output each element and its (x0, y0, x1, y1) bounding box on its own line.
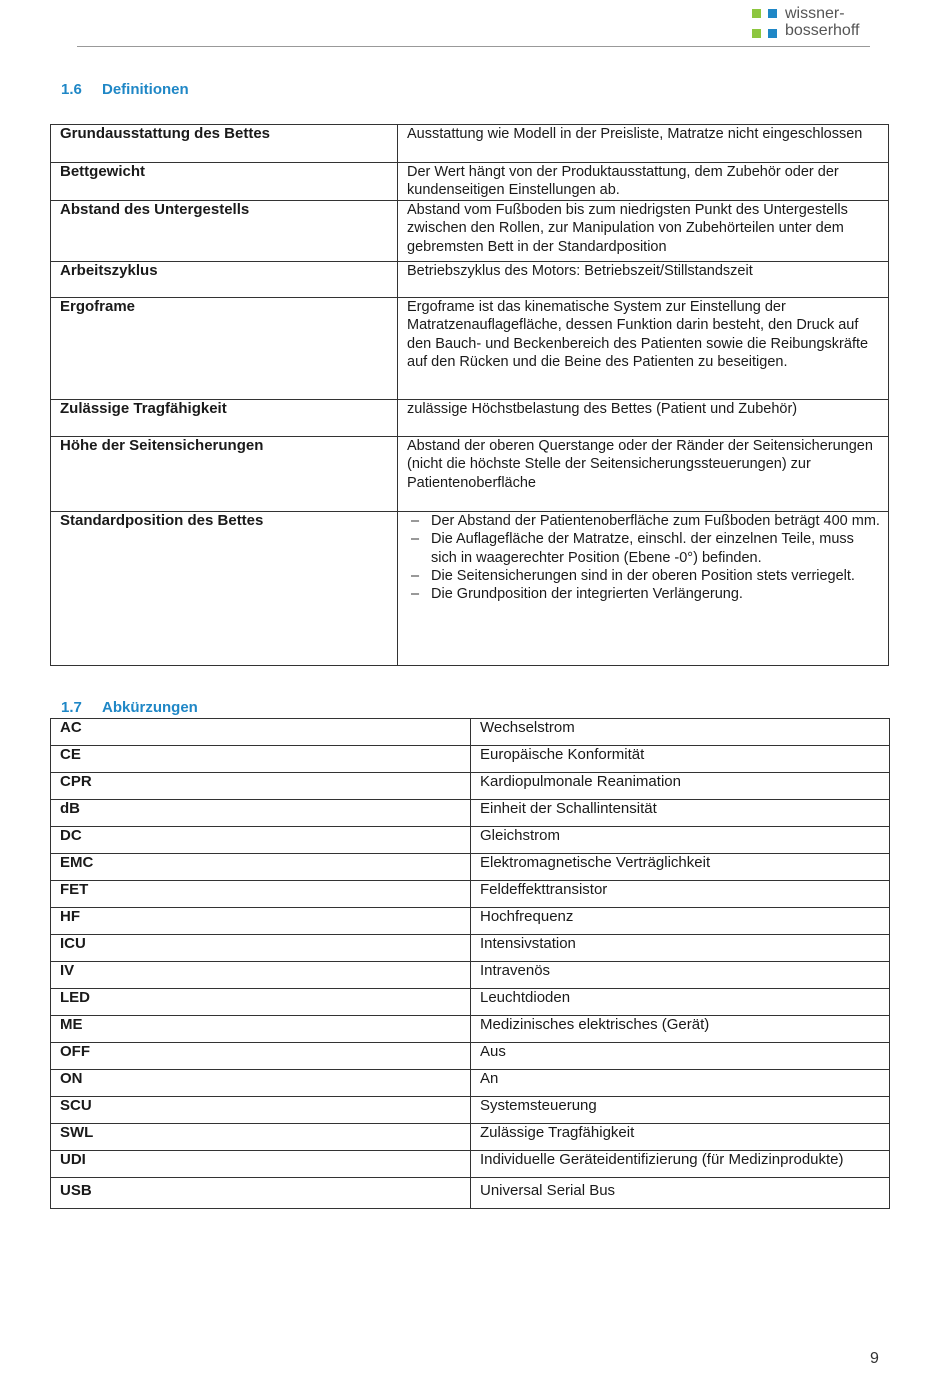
table-row (51, 512, 889, 666)
list-item: – Die Auflagefläche der Matratze, einschl. der einzelnen Teile, muss sich in waagerechter Position (Ebene -0°) befinden. (431, 530, 882, 567)
table-row (51, 1016, 890, 1043)
meaning-cell: Feldeffekttransistor (471, 881, 890, 908)
abbr-cell: ON (51, 1070, 471, 1097)
abbr-cell: SWL (51, 1124, 471, 1151)
abbr-cell: LED (51, 989, 471, 1016)
list-item: – Die Grundposition der integrierten Verlängerung. (431, 585, 882, 603)
meaning-cell: Elektromagnetische Verträglichkeit (471, 854, 890, 881)
term-cell: Ergoframe (51, 298, 398, 400)
section-number: 1.6 (61, 81, 82, 98)
table-row (51, 1178, 890, 1209)
description-cell: Abstand vom Fußboden bis zum niedrigsten Punkt des Untergestells zwischen den Rollen, zur Manipulation von Zubehörteilen unter dem gebremsten Bett in der Standardposition (398, 201, 889, 262)
term-cell: Grundausstattung des Bettes (51, 125, 398, 163)
abbr-cell: CPR (51, 773, 471, 800)
table-row (51, 201, 889, 262)
meaning-cell: Medizinisches elektrisches (Gerät) (471, 1016, 890, 1043)
meaning-cell: Europäische Konformität (471, 746, 890, 773)
meaning-cell: Leuchtdioden (471, 989, 890, 1016)
abbr-cell: OFF (51, 1043, 471, 1070)
abbr-cell: UDI (51, 1151, 471, 1178)
table-row (51, 908, 890, 935)
table-row (51, 262, 889, 298)
meaning-cell: Hochfrequenz (471, 908, 890, 935)
meaning-cell: Kardiopulmonale Reanimation (471, 773, 890, 800)
section-title-definitions (61, 81, 189, 98)
description-cell: zulässige Höchstbelastung des Bettes (Patient und Zubehör) (398, 400, 889, 437)
description-cell: Der Wert hängt von der Produktausstattung, dem Zubehör oder der kundenseitigen Einstellungen ab. (398, 163, 889, 201)
abbr-cell: ICU (51, 935, 471, 962)
meaning-cell: Intravenös (471, 962, 890, 989)
abbr-cell: IV (51, 962, 471, 989)
header-divider (77, 46, 870, 47)
description-cell: Ausstattung wie Modell in der Preisliste, Matratze nicht eingeschlossen (398, 125, 889, 163)
table-row (51, 989, 890, 1016)
table-row (51, 298, 889, 400)
meaning-cell: Intensivstation (471, 935, 890, 962)
table-row (51, 746, 890, 773)
abbr-cell: EMC (51, 854, 471, 881)
table-row (51, 1097, 890, 1124)
table-row (51, 935, 890, 962)
definitions-table (50, 124, 889, 666)
table-row (51, 800, 890, 827)
table-row (51, 719, 890, 746)
abbr-cell: SCU (51, 1097, 471, 1124)
description-cell (398, 512, 889, 666)
meaning-cell: An (471, 1070, 890, 1097)
meaning-cell: Gleichstrom (471, 827, 890, 854)
section-title-abbreviations (61, 699, 198, 716)
table-row (51, 854, 890, 881)
abbr-cell: HF (51, 908, 471, 935)
abbr-cell: CE (51, 746, 471, 773)
meaning-cell: Aus (471, 1043, 890, 1070)
logo-text-line2: bosserhoff (785, 22, 860, 39)
abbreviations-table (50, 718, 890, 1209)
list-item: – Der Abstand der Patientenoberfläche zum Fußboden beträgt 400 mm. (431, 512, 882, 530)
meaning-cell: Zulässige Tragfähigkeit (471, 1124, 890, 1151)
term-cell: Bettgewicht (51, 163, 398, 201)
section-number: 1.7 (61, 699, 82, 716)
abbr-cell: FET (51, 881, 471, 908)
table-row (51, 437, 889, 512)
meaning-cell: Individuelle Geräteidentifizierung (für Medizinprodukte) (471, 1151, 890, 1178)
term-cell: Standardposition des Bettes (51, 512, 398, 666)
logo-square (752, 9, 761, 18)
description-cell: Abstand der oberen Querstange oder der Ränder der Seitensicherungen (nicht die höchste Stelle der Seitensicherungssteuerungen) zur Patientenoberfläche (398, 437, 889, 512)
term-cell: Arbeitszyklus (51, 262, 398, 298)
abbr-cell: USB (51, 1178, 471, 1209)
page-number: 9 (870, 1350, 879, 1367)
logo-square (752, 29, 761, 38)
logo-text-line1: wissner- (785, 5, 845, 22)
logo-square (768, 29, 777, 38)
table-row (51, 1070, 890, 1097)
bullet-list (407, 512, 882, 603)
meaning-cell: Systemsteuerung (471, 1097, 890, 1124)
table-row (51, 827, 890, 854)
table-row (51, 400, 889, 437)
table-row (51, 881, 890, 908)
term-cell: Abstand des Untergestells (51, 201, 398, 262)
description-cell: Ergoframe ist das kinematische System zur Einstellung der Matratzenauflagefläche, dessen Funktion darin besteht, den Druck auf den Bauch- und Beckenbereich des Patienten sowie die Reibungskräfte auf den Rücken und die Beine des Patienten zu beseitigen. (398, 298, 889, 400)
list-item: – Die Seitensicherungen sind in der oberen Position stets verriegelt. (431, 567, 882, 585)
abbr-cell: DC (51, 827, 471, 854)
term-cell: Zulässige Tragfähigkeit (51, 400, 398, 437)
section-heading: Abkürzungen (102, 699, 198, 716)
table-row (51, 163, 889, 201)
term-cell: Höhe der Seitensicherungen (51, 437, 398, 512)
description-cell: Betriebszyklus des Motors: Betriebszeit/Stillstandszeit (398, 262, 889, 298)
section-heading: Definitionen (102, 81, 189, 98)
logo-square (768, 9, 777, 18)
meaning-cell: Einheit der Schallintensität (471, 800, 890, 827)
table-row (51, 125, 889, 163)
abbr-cell: ME (51, 1016, 471, 1043)
abbr-cell: AC (51, 719, 471, 746)
table-row (51, 773, 890, 800)
company-logo (752, 3, 882, 43)
meaning-cell: Wechselstrom (471, 719, 890, 746)
table-row (51, 962, 890, 989)
table-row (51, 1151, 890, 1178)
meaning-cell: Universal Serial Bus (471, 1178, 890, 1209)
abbr-cell: dB (51, 800, 471, 827)
table-row (51, 1124, 890, 1151)
table-row (51, 1043, 890, 1070)
